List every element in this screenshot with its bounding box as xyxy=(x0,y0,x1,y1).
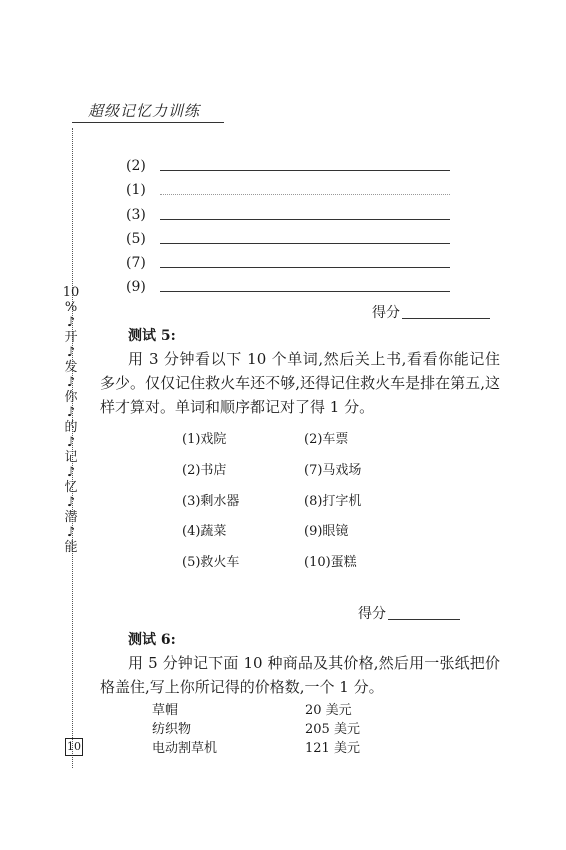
answer-row xyxy=(126,157,450,175)
test6-heading: 测试 6: xyxy=(128,632,176,648)
answer-label: (5) xyxy=(126,231,146,247)
running-header-title: 超级记忆力训练 xyxy=(88,102,201,120)
answer-label: (1) xyxy=(126,182,146,198)
side-char: 发 xyxy=(64,360,78,375)
side-char: ♪ xyxy=(66,525,76,540)
side-char: 的 xyxy=(64,420,78,435)
answer-label: (2) xyxy=(126,158,146,174)
answer-blank-line xyxy=(160,243,450,244)
product-name: 纺织物 xyxy=(152,722,192,737)
score-blank xyxy=(388,619,460,620)
test5-paragraph: 用 3 分钟看以下 10 个单词,然后关上书,看看你能记住多少。仅仅记住救火车还不够,还得记住救火车是排在第五,这样才算对。单词和顺序都记对了得 1 分。 xyxy=(100,350,500,416)
side-char: 记 xyxy=(64,450,78,465)
answer-label: (9) xyxy=(126,279,146,295)
header-rule xyxy=(72,122,224,123)
side-margin-text xyxy=(63,285,79,555)
score-label: 得分 xyxy=(372,305,400,321)
side-char: % xyxy=(64,300,78,315)
answer-row xyxy=(126,181,450,199)
side-char: 潜 xyxy=(64,510,78,525)
word-item: (9)眼镜 xyxy=(304,524,349,539)
side-char: 你 xyxy=(64,390,78,405)
word-item: (2)书店 xyxy=(182,463,227,478)
answer-row xyxy=(126,254,450,272)
page-number: 10 xyxy=(65,738,83,756)
side-char: 开 xyxy=(64,330,78,345)
side-char: ♪ xyxy=(66,315,76,330)
answer-blank-line xyxy=(160,291,450,292)
score-line xyxy=(372,302,490,322)
test5-heading: 测试 5: xyxy=(128,328,176,344)
answer-blank-line xyxy=(160,170,450,171)
word-item: (4)蔬菜 xyxy=(182,524,227,539)
side-char: ♪ xyxy=(66,405,76,420)
answer-row xyxy=(126,206,450,224)
score-blank xyxy=(402,318,490,319)
answer-row xyxy=(126,278,450,296)
word-item: (7)马戏场 xyxy=(304,463,362,478)
product-name: 草帽 xyxy=(152,703,179,718)
word-item: (3)剩水器 xyxy=(182,494,240,509)
side-char: ♪ xyxy=(66,345,76,360)
answer-label: (3) xyxy=(126,207,146,223)
answer-blank-line xyxy=(160,267,450,268)
side-char: 10 xyxy=(62,285,80,300)
side-char: 能 xyxy=(64,540,78,555)
side-char: ♪ xyxy=(66,435,76,450)
word-item: (8)打字机 xyxy=(304,494,362,509)
product-price: 20 美元 xyxy=(305,703,352,718)
answer-label: (7) xyxy=(126,255,146,271)
word-item: (5)救火车 xyxy=(182,555,240,570)
answer-row xyxy=(126,230,450,248)
score-label: 得分 xyxy=(358,606,386,622)
answer-blank-line xyxy=(160,194,450,195)
word-item: (1)戏院 xyxy=(182,432,227,447)
side-char: ♪ xyxy=(66,495,76,510)
side-char: ♪ xyxy=(66,465,76,480)
side-char: 忆 xyxy=(64,480,78,495)
test6-paragraph: 用 5 分钟记下面 10 种商品及其价格,然后用一张纸把价格盖住,写上你所记得的价格数,一个 1 分。 xyxy=(100,654,500,696)
answer-blank-line xyxy=(160,219,450,220)
word-item: (2)车票 xyxy=(304,432,349,447)
side-char: ♪ xyxy=(66,375,76,390)
product-price: 121 美元 xyxy=(305,741,360,756)
product-price: 205 美元 xyxy=(305,722,360,737)
word-item: (10)蛋糕 xyxy=(304,555,357,570)
product-name: 电动割草机 xyxy=(152,741,218,756)
score-line xyxy=(358,603,460,623)
